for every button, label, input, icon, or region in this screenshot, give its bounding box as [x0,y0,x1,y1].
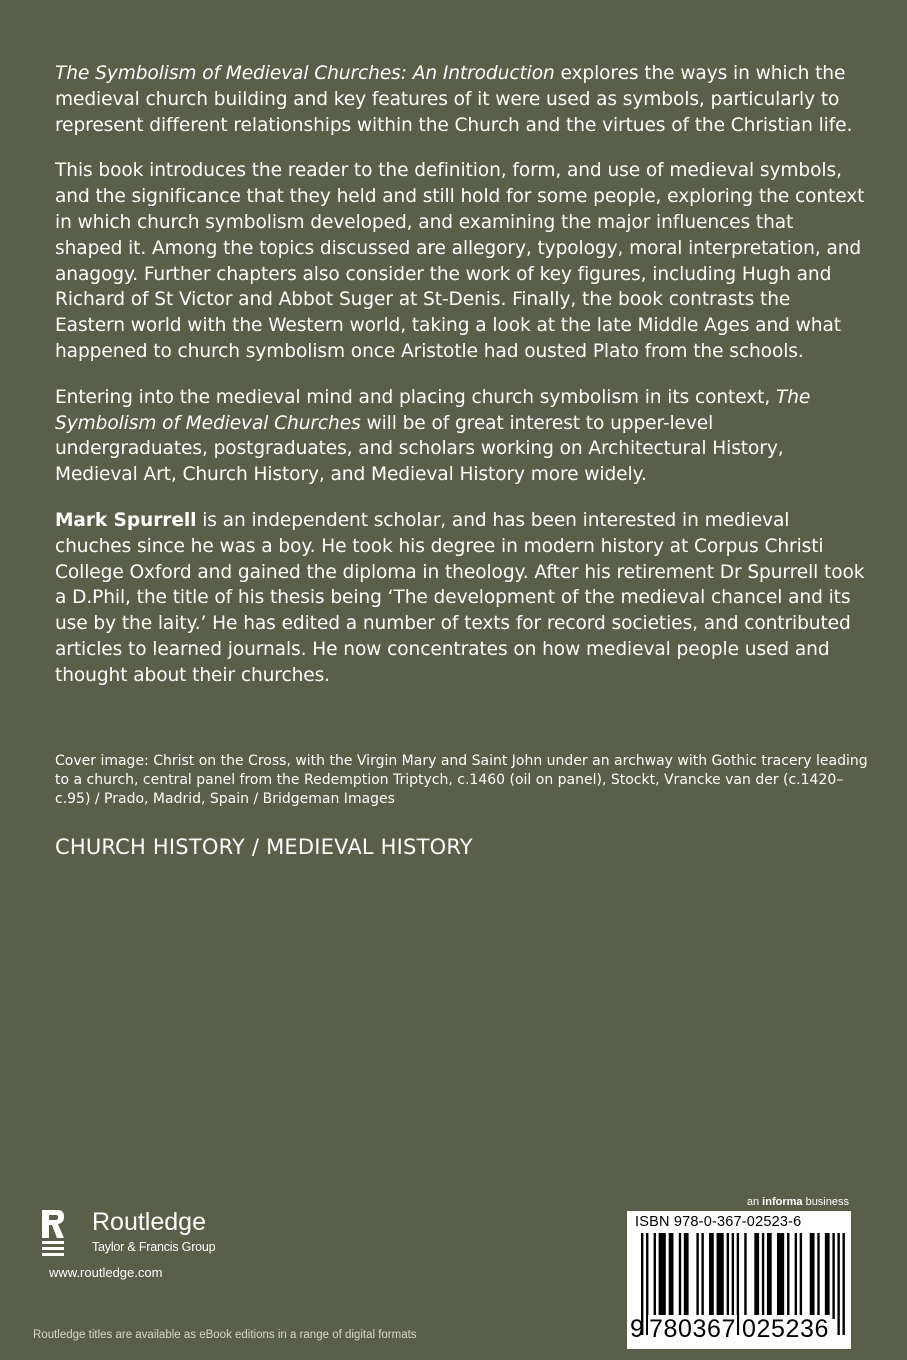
barcode-bar-21 [800,1233,802,1319]
barcode-bar-8 [701,1233,703,1319]
author-bio: Mark Spurrell is an independent scholar, and has been interested in medieval chuches since he was a boy. He took his degree in modern history at Corpus Christi College Oxford and gained the diploma in theology. After his retirement Dr Spurrell took a D.Phil, the title of his thesis being ‘The development of the medieval chancel and its use by the laity.’ He has edited a number of texts for record societies, and contributed articles to learned journals. He now concentrates on how medieval people used and thought about their churches. [55,509,865,686]
ebook-note: Routledge titles are available as eBook editions in a range of digital formats [33,1329,417,1341]
audience-paragraph: Entering into the medieval mind and placing church symbolism in its context, The Symbolism of Medieval Churches will be of great interest to upper-level undergraduates, postgraduates, and scholars working on Architectural History, Medieval Art, Church History, and Medieval History more widely. [55,386,811,486]
barcode-bar-25 [832,1233,834,1319]
barcode-bar-17 [767,1233,772,1319]
barcode-bar-11 [727,1233,729,1319]
subject-category: CHURCH HISTORY / MEDIEVAL HISTORY [55,835,473,859]
barcode-bar-23 [817,1233,819,1319]
barcode-digit-group-left: 780367 [649,1315,737,1343]
publisher-url: www.routledge.com [49,1265,163,1280]
barcode-bar-9 [709,1233,714,1319]
barcode-digit-group-right: 025236 [742,1315,830,1343]
barcode-bar-18 [777,1233,784,1319]
description-paragraph: The Symbolism of Medieval Churches: An Introduction explores the ways in which the medieval church building and key features of it were used as symbols, particularly to represent different relationships within the Church and the virtues of the Christian life. [55,63,853,136]
barcode-bar-24 [825,1233,830,1319]
barcode-bar-19 [787,1233,789,1319]
barcode-bar-6 [684,1233,689,1319]
isbn-barcode [627,1211,851,1349]
publisher-group: Taylor & Francis Group [92,1240,216,1254]
barcode-bar-22 [810,1233,815,1319]
cover-image-credit: Cover image: Christ on the Cross, with the Virgin Mary and Saint John under an archway with Gothic tracery leading to a church, central panel from the Redemption Triptych, c.1460 (oil on panel), Stockt, Vrancke van der (c.1420–c.95) / Prado, Madrid, Spain / Bridgeman Images [55,753,868,807]
routledge-r-icon [40,1208,66,1258]
barcode-bar-2 [654,1233,656,1319]
barcode-bar-15 [754,1233,759,1319]
barcode-digits [630,1315,850,1344]
informa-tagline: an informa business [746,1196,849,1208]
author-name: Mark Spurrell [55,509,197,531]
barcode-bar-16 [762,1233,764,1319]
book-title: The Symbolism of Medieval Churches: An Introduction [55,63,555,84]
barcode-bar-20 [795,1233,797,1319]
isbn-label: ISBN 978-0-367-02523-6 [635,1214,802,1230]
barcode-bar-5 [679,1233,681,1319]
barcode-bar-10 [717,1233,724,1319]
publisher-name: Routledge [92,1208,206,1236]
book-title-short: The Symbolism of Medieval Churches [55,386,811,434]
barcode-bar-12 [732,1233,734,1319]
barcode-digit-first: 9 [630,1315,645,1343]
contents-paragraph: This book introduces the reader to the definition, form, and use of medieval symbols, and the significance that they held and still hold for some people, exploring the context in which church symbolism developed, and examining the major influences that shaped it. Among the topics discussed are allegory, typology, moral interpretation, and anagogy. Further chapters also consider the work of key figures, including Hugh and Richard of St Victor and Abbot Suger at St-Denis. Finally, the book contrasts the Eastern world with the Western world, taking a look at the late Middle Ages and what happened to church symbolism once Aristotle had ousted Plato from the schools. [55,160,865,362]
barcode-bar-4 [669,1233,674,1319]
barcode-bar-7 [696,1233,698,1319]
informa-brand: informa [762,1196,803,1208]
back-cover-blurb [55,61,865,709]
barcode-bar-3 [659,1233,666,1319]
